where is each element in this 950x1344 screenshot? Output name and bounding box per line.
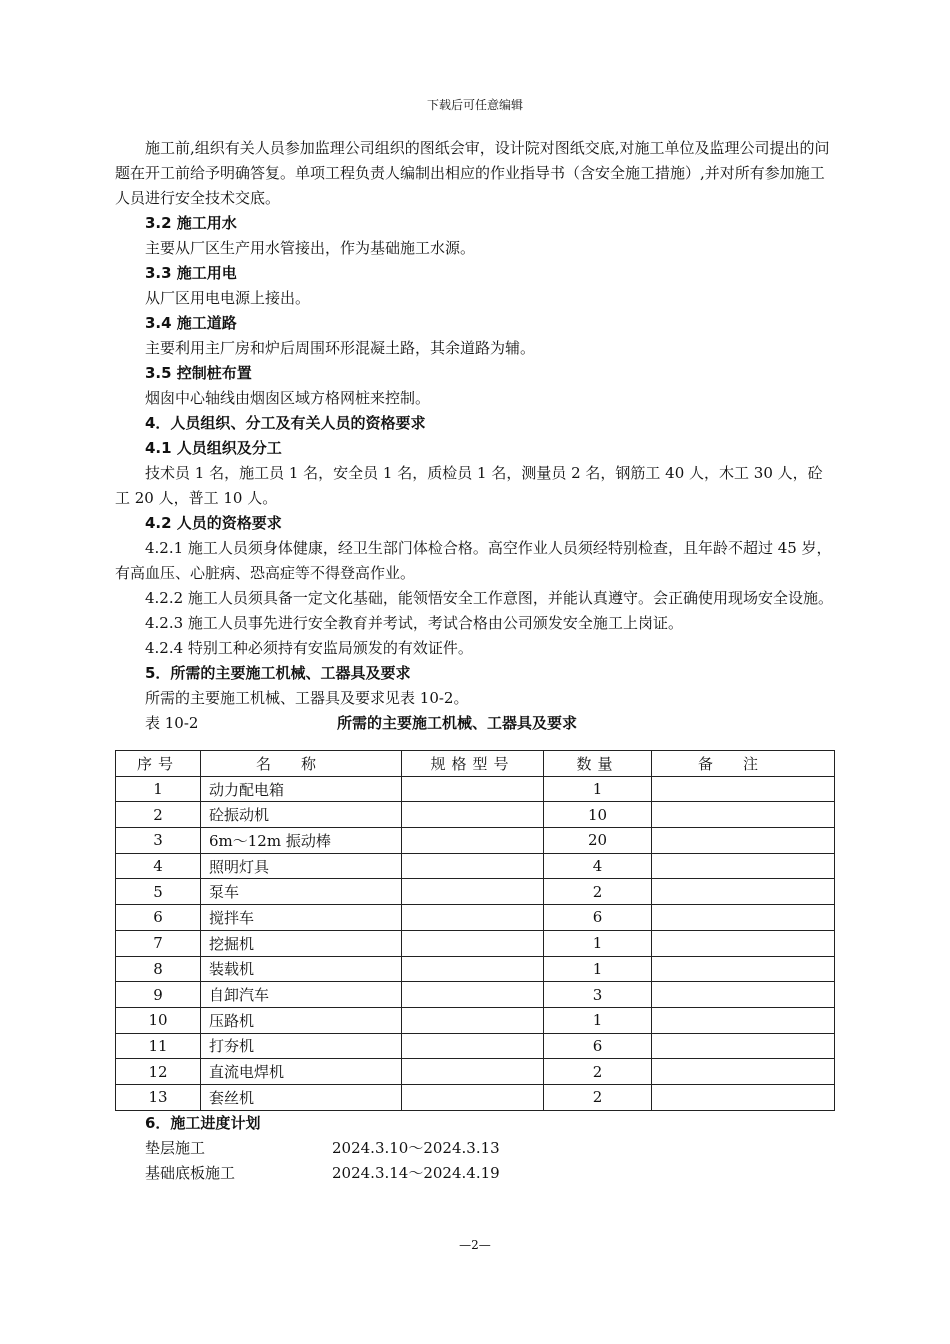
- cell-name: 泵车: [201, 879, 402, 905]
- section-5-text: 所需的主要施工机械、工器具及要求见表 10-2。: [145, 689, 469, 707]
- cell-spec: [402, 1084, 544, 1110]
- section-4-1-text: 技术员 1 名，施工员 1 名，安全员 1 名，质检员 1 名，测量员 2 名，钢筋工 40 人，木工 30 人，砼工 20 人，普工 10 人。: [115, 464, 823, 507]
- table-row: [116, 930, 835, 956]
- header-qty: 数量: [544, 751, 652, 777]
- cell-note: [652, 802, 835, 828]
- table-row: [116, 905, 835, 931]
- header-no: 序号: [116, 751, 201, 777]
- cell-name: 直流电焊机: [201, 1059, 402, 1085]
- cell-note: [652, 1007, 835, 1033]
- cell-spec: [402, 1007, 544, 1033]
- cell-name: 动力配电箱: [201, 776, 402, 802]
- cell-name: 6m～12m 振动棒: [201, 828, 402, 854]
- table-caption: [115, 711, 835, 736]
- cell-spec: [402, 905, 544, 931]
- cell-qty: 2: [544, 1059, 652, 1085]
- cell-spec: [402, 802, 544, 828]
- cell-note: [652, 1033, 835, 1059]
- cell-no: 6: [116, 905, 201, 931]
- section-3-4-heading: 3.4 施工道路: [145, 314, 237, 332]
- schedule-dates: 2024.3.14～2024.4.19: [332, 1163, 500, 1182]
- section-4-2-heading: 4.2 人员的资格要求: [145, 514, 282, 532]
- schedule-item: [115, 1161, 835, 1186]
- cell-name: 打夯机: [201, 1033, 402, 1059]
- cell-note: [652, 905, 835, 931]
- table-row: [116, 879, 835, 905]
- cell-spec: [402, 956, 544, 982]
- cell-note: [652, 879, 835, 905]
- cell-qty: 2: [544, 879, 652, 905]
- cell-name: 压路机: [201, 1007, 402, 1033]
- section-4-2-1-text: 4.2.1 施工人员须身体健康，经卫生部门体检合格。高空作业人员须经特别检查，且年龄不超过 45 岁，有高血压、心脏病、恐高症等不得登高作业。: [115, 539, 832, 582]
- cell-qty: 2: [544, 1084, 652, 1110]
- cell-name: 砼振动机: [201, 802, 402, 828]
- section-3-3-heading: 3.3 施工用电: [145, 264, 237, 282]
- table-row: [116, 1059, 835, 1085]
- cell-spec: [402, 879, 544, 905]
- section-4-2-3-text: 4.2.3 施工人员事先进行安全教育并考试，考试合格由公司颁发安全施工上岗证。: [145, 614, 683, 632]
- section-4-heading: 4．人员组织、分工及有关人员的资格要求: [145, 414, 426, 432]
- cell-qty: 1: [544, 956, 652, 982]
- section-3-3-text: 从厂区用电电源上接出。: [145, 289, 311, 307]
- table-row: [116, 1084, 835, 1110]
- cell-spec: [402, 982, 544, 1008]
- cell-note: [652, 982, 835, 1008]
- cell-note: [652, 853, 835, 879]
- cell-qty: 10: [544, 802, 652, 828]
- cell-no: 3: [116, 828, 201, 854]
- section-3-5-text: 烟囱中心轴线由烟囱区域方格网桩来控制。: [145, 389, 431, 407]
- cell-no: 1: [116, 776, 201, 802]
- cell-note: [652, 956, 835, 982]
- section-3-5-heading: 3.5 控制桩布置: [145, 364, 252, 382]
- document-body: [115, 136, 835, 1186]
- cell-no: 13: [116, 1084, 201, 1110]
- cell-qty: 20: [544, 828, 652, 854]
- cell-no: 4: [116, 853, 201, 879]
- cell-qty: 6: [544, 905, 652, 931]
- header-name: 名称: [201, 751, 402, 777]
- table-row: [116, 802, 835, 828]
- cell-note: [652, 930, 835, 956]
- section-3-2-heading: 3.2 施工用水: [145, 214, 237, 232]
- table-header-row: [116, 751, 835, 777]
- section-3-2-text: 主要从厂区生产用水管接出，作为基础施工水源。: [145, 239, 476, 257]
- section-5-heading: 5．所需的主要施工机械、工器具及要求: [145, 664, 411, 682]
- section-3-4-text: 主要利用主厂房和炉后周围环形混凝土路，其余道路为辅。: [145, 339, 536, 357]
- page-header: 下载后可任意编辑: [426, 98, 523, 112]
- header-note: 备注: [652, 751, 835, 777]
- cell-spec: [402, 1033, 544, 1059]
- cell-qty: 4: [544, 853, 652, 879]
- cell-qty: 1: [544, 930, 652, 956]
- table-row: [116, 956, 835, 982]
- cell-no: 12: [116, 1059, 201, 1085]
- header-spec: 规格型号: [402, 751, 544, 777]
- cell-no: 11: [116, 1033, 201, 1059]
- cell-name: 装载机: [201, 956, 402, 982]
- schedule-task: 垫层施工: [145, 1138, 206, 1157]
- section-4-1-heading: 4.1 人员组织及分工: [145, 439, 282, 457]
- cell-name: 搅拌车: [201, 905, 402, 931]
- cell-no: 8: [116, 956, 201, 982]
- table-number: 表 10-2: [145, 714, 199, 732]
- cell-no: 9: [116, 982, 201, 1008]
- section-4-2-2-text: 4.2.2 施工人员须具备一定文化基础，能领悟安全工作意图，并能认真遵守。会正确使用现场安全设施。: [145, 589, 833, 607]
- schedule-dates: 2024.3.10～2024.3.13: [332, 1138, 500, 1157]
- cell-name: 套丝机: [201, 1084, 402, 1110]
- table-row: [116, 1007, 835, 1033]
- table-title: 所需的主要施工机械、工器具及要求: [337, 714, 578, 732]
- cell-qty: 1: [544, 1007, 652, 1033]
- cell-spec: [402, 1059, 544, 1085]
- cell-note: [652, 828, 835, 854]
- cell-name: 照明灯具: [201, 853, 402, 879]
- section-6-heading: 6．施工进度计划: [145, 1113, 261, 1132]
- table-row: [116, 982, 835, 1008]
- page-number: —2—: [459, 1238, 491, 1252]
- table-row: [116, 776, 835, 802]
- cell-spec: [402, 930, 544, 956]
- cell-name: 自卸汽车: [201, 982, 402, 1008]
- cell-spec: [402, 776, 544, 802]
- cell-no: 10: [116, 1007, 201, 1033]
- table-row: [116, 1033, 835, 1059]
- cell-spec: [402, 828, 544, 854]
- intro-paragraph: 施工前,组织有关人员参加监理公司组织的图纸会审，设计院对图纸交底,对施工单位及监理公司提出的问题在开工前给予明确答复。单项工程负责人编制出相应的作业指导书（含安全施工措施）,并对所有参加施工人员进行安全技术交底。: [115, 139, 830, 207]
- equipment-table: [115, 750, 835, 1111]
- cell-no: 2: [116, 802, 201, 828]
- cell-note: [652, 776, 835, 802]
- cell-no: 7: [116, 930, 201, 956]
- table-row: [116, 853, 835, 879]
- section-4-2-4-text: 4.2.4 特别工种必须持有安监局颁发的有效证件。: [145, 639, 473, 657]
- cell-no: 5: [116, 879, 201, 905]
- cell-name: 挖掘机: [201, 930, 402, 956]
- cell-note: [652, 1084, 835, 1110]
- cell-qty: 6: [544, 1033, 652, 1059]
- cell-qty: 3: [544, 982, 652, 1008]
- schedule-task: 基础底板施工: [145, 1163, 236, 1182]
- schedule-item: [115, 1136, 835, 1161]
- cell-note: [652, 1059, 835, 1085]
- cell-qty: 1: [544, 776, 652, 802]
- table-row: [116, 828, 835, 854]
- cell-spec: [402, 853, 544, 879]
